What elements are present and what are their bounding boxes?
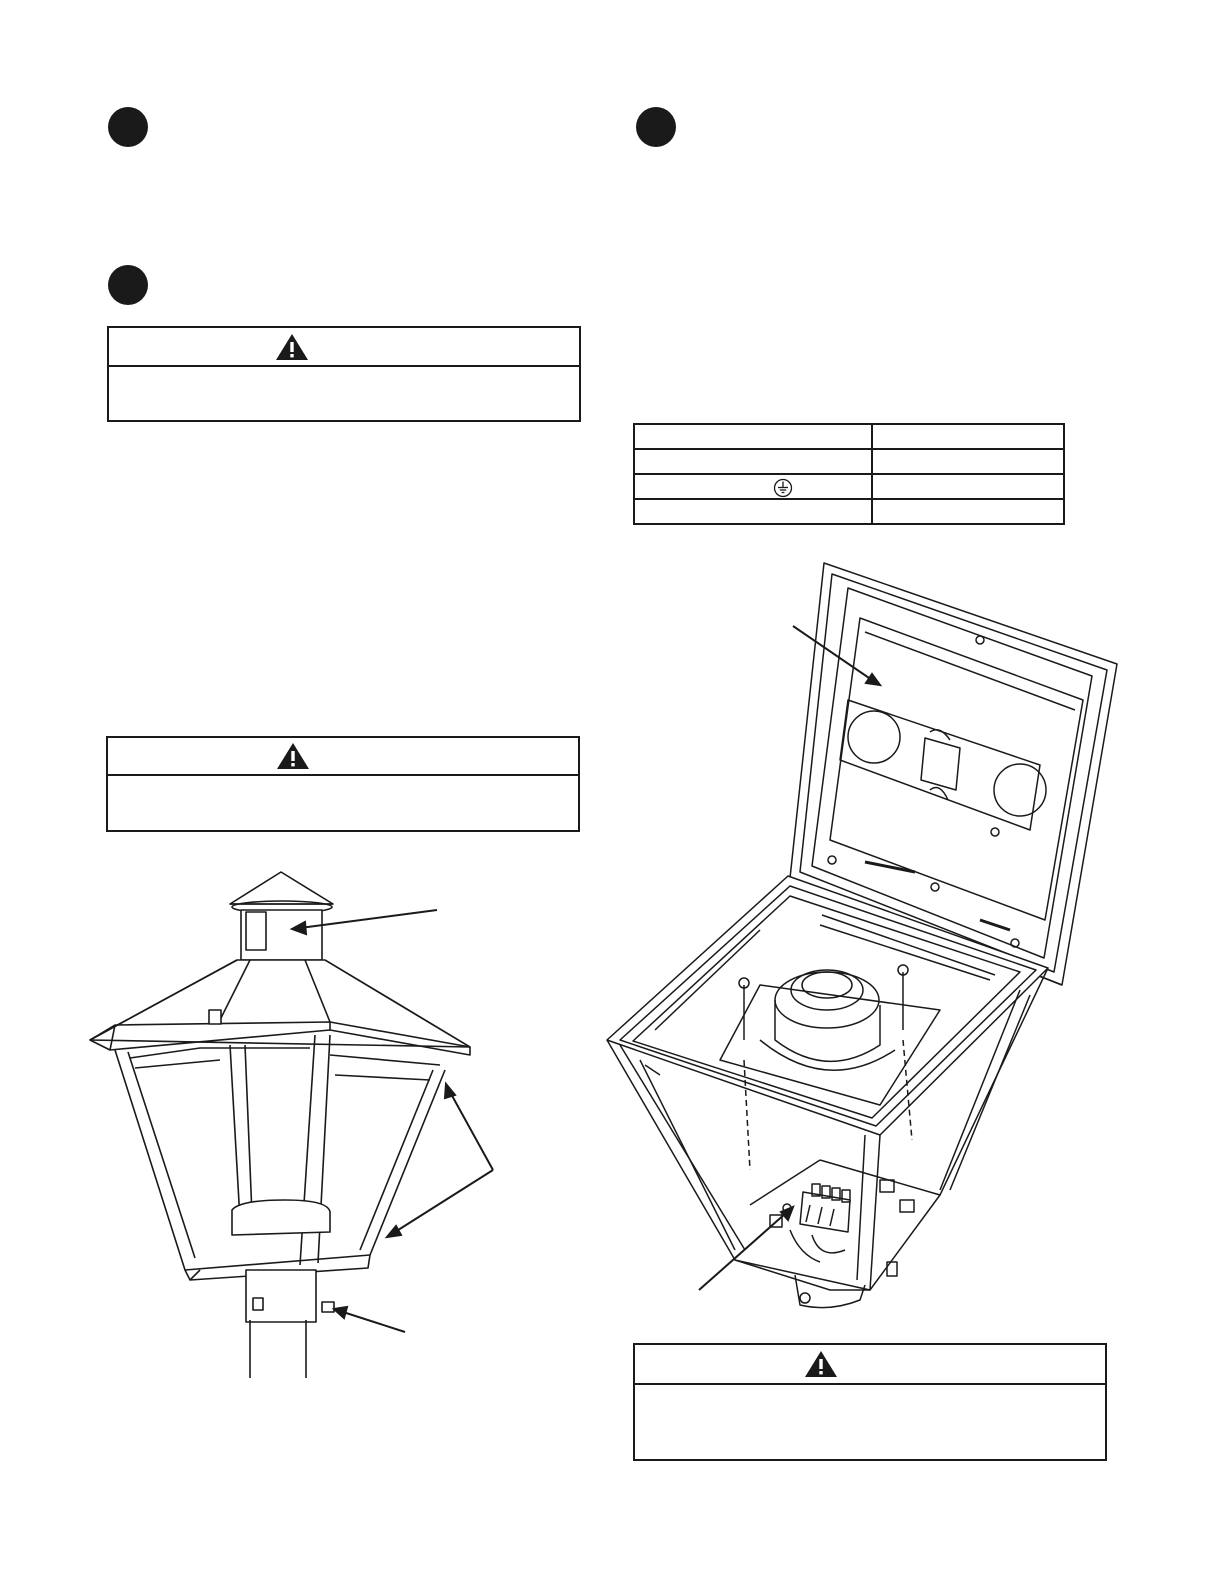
warning-box-3 [633, 1343, 1107, 1461]
warning-body [647, 1391, 1093, 1451]
warning-triangle-icon [804, 1350, 838, 1378]
warning-header [635, 1345, 1105, 1385]
